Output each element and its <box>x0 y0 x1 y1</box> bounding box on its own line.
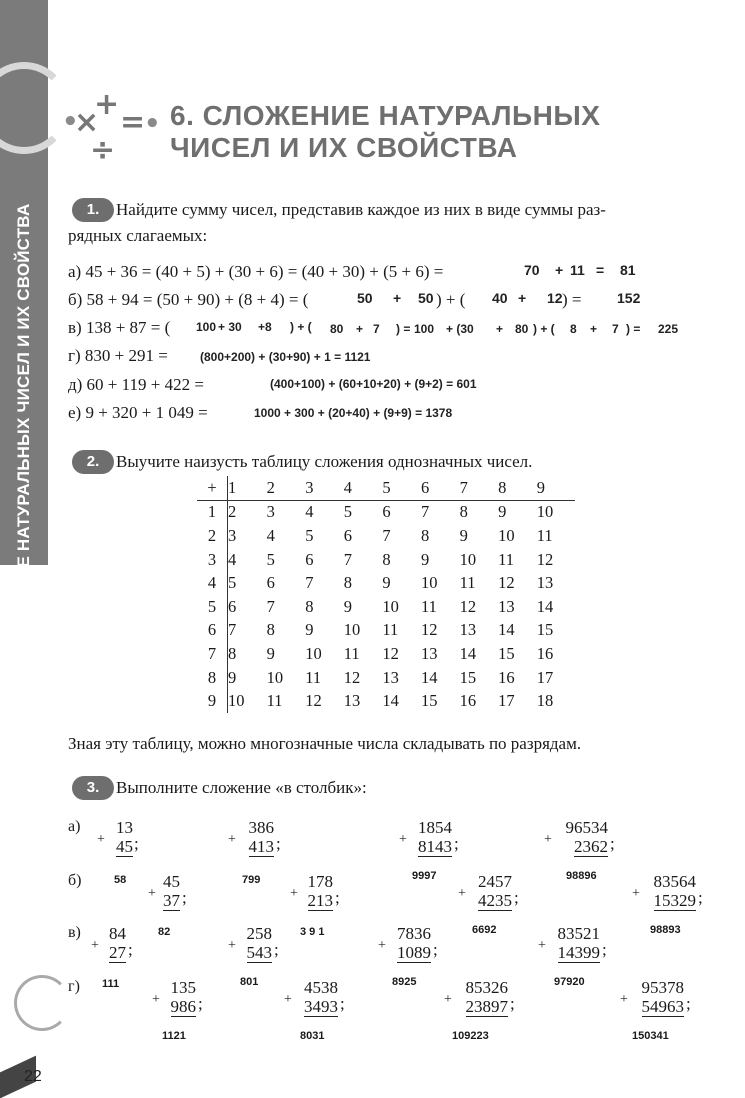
addend-bottom: 54963 <box>641 997 684 1016</box>
addend-bottom: 4235 <box>478 891 512 910</box>
column-sum-9 <box>98 924 126 963</box>
plus-sign: + <box>228 832 236 847</box>
hw-c-17: ) = <box>626 322 641 336</box>
table-head-cell: 5 <box>382 476 421 500</box>
svg-text:•: • <box>144 109 161 139</box>
column-sum-10 <box>236 924 272 963</box>
table-cell: 14 <box>498 620 515 640</box>
table-row-head: 9 <box>197 689 228 713</box>
handwritten-answer: 109223 <box>452 1030 489 1042</box>
semicolon: ; <box>698 888 703 907</box>
hw-c-8: ) = <box>396 322 411 336</box>
table-cell: 12 <box>536 549 554 569</box>
plus-sign: + <box>91 938 99 953</box>
hw-c-3: +8 <box>258 320 272 334</box>
table-cell: 12 <box>498 573 515 593</box>
table-row <box>197 666 575 690</box>
table-cell: 13 <box>343 691 361 711</box>
table-cell: 16 <box>459 691 477 711</box>
hw-c-16: 7 <box>612 322 619 336</box>
hw-c-9: 100 <box>414 322 435 336</box>
task-1-line-b: б) 58 + 94 = (50 + 90) + (8 + 4) = ( <box>68 290 309 309</box>
semicolon: ; <box>134 834 139 853</box>
column-sum-7 <box>468 872 512 911</box>
addend-top: 135 <box>170 978 196 997</box>
addend-bottom: 2362 <box>574 837 608 856</box>
semicolon: ; <box>335 888 340 907</box>
table-row <box>197 642 575 666</box>
addend-bottom: 37 <box>163 891 180 910</box>
table-cell: 14 <box>420 667 438 687</box>
svg-text:÷: ÷ <box>90 133 116 162</box>
addend-top: 84 <box>109 924 126 943</box>
table-cell: 9 <box>305 620 314 640</box>
table-row-head: 1 <box>197 500 228 524</box>
handwritten-answer: 111 <box>102 978 120 990</box>
table-note: Зная эту таблицу, можно многозначные числа складывать по разрядам. <box>68 734 582 753</box>
column-sum-5 <box>154 872 180 911</box>
hw-a-2: + <box>555 262 564 278</box>
table-cell: 11 <box>536 525 553 545</box>
row-label-a: а) <box>68 818 81 835</box>
table-row-head: 5 <box>197 595 228 619</box>
semicolon: ; <box>433 940 438 959</box>
table-cell: 9 <box>382 573 391 593</box>
table-head-cell: 8 <box>498 476 537 500</box>
table-row <box>197 689 575 713</box>
semicolon: ; <box>454 834 459 853</box>
table-cell: 11 <box>305 667 322 687</box>
table-row-head: 7 <box>197 642 228 666</box>
column-sum-4 <box>554 818 608 857</box>
table-cell: 9 <box>459 525 468 545</box>
task-1-badge: 1. <box>72 198 114 222</box>
hw-b-9: 152 <box>617 290 641 306</box>
table-row-head: 6 <box>197 619 228 643</box>
task-1-text-1: Найдите сумму чисел, представив каждое из них в виде суммы раз- <box>116 200 606 219</box>
addend-top: 386 <box>248 818 274 837</box>
math-symbols-icon <box>60 92 165 162</box>
table-head-cell: 2 <box>267 476 306 500</box>
addend-top: 258 <box>246 924 272 943</box>
hw-a-5: 81 <box>620 262 636 278</box>
plus-sign: + <box>152 992 160 1007</box>
task-1-line-e: д) 60 + 119 + 422 = <box>68 375 204 394</box>
table-row-head: 8 <box>197 666 228 690</box>
page-title <box>170 100 600 164</box>
table-cell: 10 <box>536 502 554 522</box>
table-row <box>197 524 575 548</box>
plus-sign: + <box>290 886 298 901</box>
semicolon: ; <box>510 994 515 1013</box>
handwritten-answer: 58 <box>114 874 127 886</box>
table-cell: 8 <box>305 596 314 616</box>
table-cell: 13 <box>498 596 515 616</box>
side-band <box>0 0 48 1098</box>
addend-bottom: 3493 <box>304 997 338 1016</box>
table-head-cell: 7 <box>460 476 499 500</box>
hw-c-5: 80 <box>330 322 344 336</box>
table-cell: 14 <box>459 643 477 663</box>
table-cell: 8 <box>343 573 353 593</box>
table-cell: 6 <box>343 525 353 545</box>
table-row-head: 4 <box>197 571 228 595</box>
addend-top: 178 <box>307 872 333 891</box>
column-sum-6 <box>297 872 333 911</box>
addend-top: 96534 <box>565 818 608 837</box>
row-label-b: б) <box>68 872 82 889</box>
plus-sign: + <box>228 938 236 953</box>
column-sum-11 <box>387 924 431 963</box>
table-cell: 5 <box>228 573 237 593</box>
table-cell: 11 <box>343 643 360 663</box>
table-cell: 15 <box>536 620 554 640</box>
table-row-head: 3 <box>197 548 228 572</box>
table-cell: 7 <box>420 502 430 522</box>
semicolon: ; <box>198 994 203 1013</box>
addend-bottom: 8143 <box>418 837 452 856</box>
row-label-d: г) <box>68 978 80 995</box>
hw-c-14: 8 <box>570 322 577 336</box>
addend-bottom: 23897 <box>465 997 508 1016</box>
table-row <box>197 571 575 595</box>
hw-b-4: ) + ( <box>436 290 466 309</box>
svg-text:×: × <box>74 105 100 140</box>
table-cell: 12 <box>305 691 322 711</box>
row-label-c: в) <box>68 924 81 941</box>
table-cell: 6 <box>266 573 275 593</box>
handwritten-answer: 9997 <box>412 870 437 882</box>
column-sum-13 <box>160 978 196 1017</box>
table-row <box>197 619 575 643</box>
plus-sign: + <box>97 832 105 847</box>
task-1-line-d: г) 830 + 291 = <box>68 346 168 365</box>
plus-sign: + <box>399 832 407 847</box>
addend-top: 83564 <box>653 872 696 891</box>
column-sum-1 <box>105 818 133 857</box>
column-sum-2 <box>238 818 274 857</box>
hw-b-5: 40 <box>492 290 508 306</box>
table-cell: 10 <box>266 667 284 687</box>
addend-bottom: 413 <box>248 837 274 856</box>
svg-text:=: = <box>120 105 146 140</box>
table-cell: 9 <box>266 643 275 663</box>
table-cell: 12 <box>459 596 477 616</box>
plus-sign: + <box>444 992 452 1007</box>
task-1-line-f: е) 9 + 320 + 1 049 = <box>68 403 208 422</box>
table-cell: 9 <box>228 667 237 687</box>
plus-sign: + <box>284 992 292 1007</box>
semicolon: ; <box>610 834 615 853</box>
hw-c-13: ) + ( <box>533 322 555 336</box>
task-1-line-c: в) 138 + 87 = ( <box>68 318 171 337</box>
addend-top: 83521 <box>557 924 600 943</box>
plus-sign: + <box>632 886 640 901</box>
table-cell: 6 <box>305 549 314 569</box>
addend-top: 95378 <box>641 978 684 997</box>
hw-a-1: 70 <box>524 262 540 278</box>
table-cell: 4 <box>228 549 237 569</box>
hw-c-12: 80 <box>515 322 529 336</box>
table-cell: 9 <box>498 502 507 522</box>
table-cell: 13 <box>382 667 399 687</box>
table-cell: 10 <box>498 525 515 545</box>
table-head-cell: 6 <box>421 476 460 500</box>
addend-bottom: 14399 <box>557 943 600 962</box>
table-cell: 10 <box>382 596 399 616</box>
table-cell: 8 <box>420 525 430 545</box>
table-cell: 18 <box>536 691 554 711</box>
addend-bottom: 15329 <box>653 891 696 910</box>
semicolon: ; <box>274 940 279 959</box>
table-cell: 8 <box>228 643 237 663</box>
table-cell: 10 <box>228 691 245 711</box>
task-1-line-a: а) 45 + 36 = (40 + 5) + (30 + 6) = (40 + 30) + (5 + 6) = <box>68 262 444 281</box>
table-cell: 10 <box>343 620 361 640</box>
table-cell: 14 <box>536 596 554 616</box>
column-sum-3 <box>408 818 452 857</box>
table-row <box>197 500 575 524</box>
table-cell: 12 <box>420 620 438 640</box>
hw-e: (400+100) + (60+10+20) + (9+2) = 601 <box>270 377 477 391</box>
hw-b-3: 50 <box>418 290 434 306</box>
table-cell: 7 <box>343 549 353 569</box>
table-cell: 6 <box>382 502 391 522</box>
table-cell: 5 <box>305 525 314 545</box>
addend-bottom: 543 <box>246 943 272 962</box>
plus-sign: + <box>148 886 156 901</box>
table-head-cell: 1 <box>228 476 267 500</box>
addition-table <box>197 476 575 713</box>
semicolon: ; <box>686 994 691 1013</box>
table-cell: 11 <box>266 691 283 711</box>
handwritten-answer: 8925 <box>392 976 417 988</box>
hw-c-10: + (30 <box>446 322 474 336</box>
hw-b-8: ) = <box>562 290 582 309</box>
task-1-text-2: рядных слагаемых: <box>68 226 208 245</box>
hw-a-3: 11 <box>570 262 585 278</box>
table-cell: 17 <box>498 691 515 711</box>
hw-d: (800+200) + (30+90) + 1 = 1121 <box>200 350 371 364</box>
addend-bottom: 45 <box>116 837 133 856</box>
table-cell: 7 <box>266 596 275 616</box>
hw-c-7: 7 <box>373 322 380 336</box>
table-cell: 7 <box>382 525 391 545</box>
task-3-badge: 3. <box>72 776 114 800</box>
column-sum-8 <box>642 872 696 911</box>
table-cell: 13 <box>459 620 477 640</box>
hw-c-15: + <box>590 322 598 336</box>
table-cell: 17 <box>536 667 554 687</box>
table-head-cell: 4 <box>344 476 383 500</box>
table-cell: 10 <box>420 573 438 593</box>
table-cell: 4 <box>305 502 314 522</box>
table-cell: 7 <box>228 620 237 640</box>
addend-top: 1854 <box>418 818 452 837</box>
title-line-1: 6. СЛОЖЕНИЕ НАТУРАЛЬНЫХ <box>170 100 601 131</box>
semicolon: ; <box>182 888 187 907</box>
table-cell: 10 <box>305 643 322 663</box>
plus-sign: + <box>378 938 386 953</box>
table-cell: 10 <box>459 549 477 569</box>
column-sum-14 <box>294 978 338 1017</box>
table-cell: 14 <box>382 691 399 711</box>
svg-text:•: • <box>62 107 79 137</box>
semicolon: ; <box>514 888 519 907</box>
addend-top: 7836 <box>397 924 431 943</box>
plus-sign: + <box>538 938 546 953</box>
plus-sign: + <box>620 992 628 1007</box>
addend-top: 85326 <box>465 978 508 997</box>
handwritten-answer: 97920 <box>554 976 585 988</box>
addend-bottom: 986 <box>170 997 196 1016</box>
table-cell: 9 <box>343 596 353 616</box>
hw-b-6: + <box>518 290 527 306</box>
table-cell: 15 <box>420 691 438 711</box>
hw-c-6: + <box>356 322 364 336</box>
hw-b-1: 50 <box>357 290 373 306</box>
table-cell: 11 <box>420 596 437 616</box>
semicolon: ; <box>602 940 607 959</box>
table-cell: 3 <box>228 525 237 545</box>
table-cell: 16 <box>536 643 554 663</box>
svg-text:+: + <box>94 92 120 122</box>
table-cell: 13 <box>420 643 438 663</box>
semicolon: ; <box>276 834 281 853</box>
addend-top: 4538 <box>304 978 338 997</box>
table-row <box>197 548 575 572</box>
hw-b-2: + <box>393 290 402 306</box>
handwritten-answer: 3 9 1 <box>300 926 325 938</box>
task-2-text: Выучите наизусть таблицу сложения однозначных чисел. <box>116 452 533 471</box>
hw-f: 1000 + 300 + (20+40) + (9+9) = 1378 <box>254 406 453 420</box>
handwritten-answer: 98896 <box>566 870 597 882</box>
handwritten-answer: 801 <box>240 976 259 988</box>
table-cell: 11 <box>459 573 476 593</box>
handwritten-answer: 150341 <box>632 1030 669 1042</box>
table-head-cell: 3 <box>305 476 344 500</box>
table-cell: 8 <box>266 620 275 640</box>
hw-a-4: = <box>596 262 605 278</box>
table-cell: 2 <box>228 502 237 522</box>
table-head-cell: 9 <box>537 476 576 500</box>
table-cell: 8 <box>382 549 391 569</box>
table-cell: 7 <box>305 573 314 593</box>
addend-top: 45 <box>163 872 180 891</box>
semicolon: ; <box>128 940 133 959</box>
hw-c-2: + 30 <box>218 320 242 334</box>
hw-c-4: ) + ( <box>290 320 312 334</box>
table-cell: 12 <box>343 667 361 687</box>
table-cell: 3 <box>266 502 275 522</box>
hw-b-7: 12 <box>547 290 563 306</box>
table-cell: 5 <box>266 549 275 569</box>
table-cell: 15 <box>498 643 515 663</box>
handwritten-answer: 6692 <box>472 924 497 936</box>
hw-c-18: 225 <box>658 322 679 336</box>
plus-sign: + <box>458 886 466 901</box>
title-line-2: ЧИСЕЛ И ИХ СВОЙСТВА <box>170 132 518 163</box>
decorative-arc-bottom <box>14 975 70 1031</box>
hw-c-11: + <box>496 322 504 336</box>
table-cell: 11 <box>382 620 399 640</box>
table-cell: 15 <box>459 667 477 687</box>
table-cell: 11 <box>498 549 515 569</box>
side-title: 6. СЛОЖЕНИЕ НАТУРАЛЬНЫХ ЧИСЕЛ И ИХ СВОЙСТВА <box>14 203 33 677</box>
handwritten-answer: 98893 <box>650 924 681 936</box>
table-corner: + <box>197 476 228 500</box>
table-cell: 16 <box>498 667 515 687</box>
semicolon: ; <box>340 994 345 1013</box>
column-sum-16 <box>630 978 684 1017</box>
handwritten-answer: 8031 <box>300 1030 325 1042</box>
table-cell: 4 <box>266 525 275 545</box>
hw-c-1: 100 <box>196 320 217 334</box>
table-row <box>197 595 575 619</box>
page-number: 22 <box>24 1068 42 1085</box>
addend-top: 13 <box>116 818 133 837</box>
table-cell: 6 <box>228 596 237 616</box>
addend-bottom: 1089 <box>397 943 431 962</box>
addend-bottom: 213 <box>307 891 333 910</box>
plus-sign: + <box>544 832 552 847</box>
addition-table-header <box>197 476 575 500</box>
table-cell: 8 <box>459 502 468 522</box>
addend-top: 2457 <box>478 872 512 891</box>
table-cell: 5 <box>343 502 353 522</box>
handwritten-answer: 799 <box>242 874 261 886</box>
column-sum-15 <box>454 978 508 1017</box>
column-sum-12 <box>546 924 600 963</box>
handwritten-answer: 1121 <box>162 1030 186 1042</box>
table-row-head: 2 <box>197 524 228 548</box>
addend-bottom: 27 <box>109 943 126 962</box>
task-2-badge: 2. <box>72 450 114 474</box>
task-3-text: Выполните сложение «в столбик»: <box>116 778 367 797</box>
table-cell: 12 <box>382 643 399 663</box>
handwritten-answer: 82 <box>158 926 171 938</box>
table-cell: 9 <box>420 549 430 569</box>
table-cell: 13 <box>536 573 554 593</box>
